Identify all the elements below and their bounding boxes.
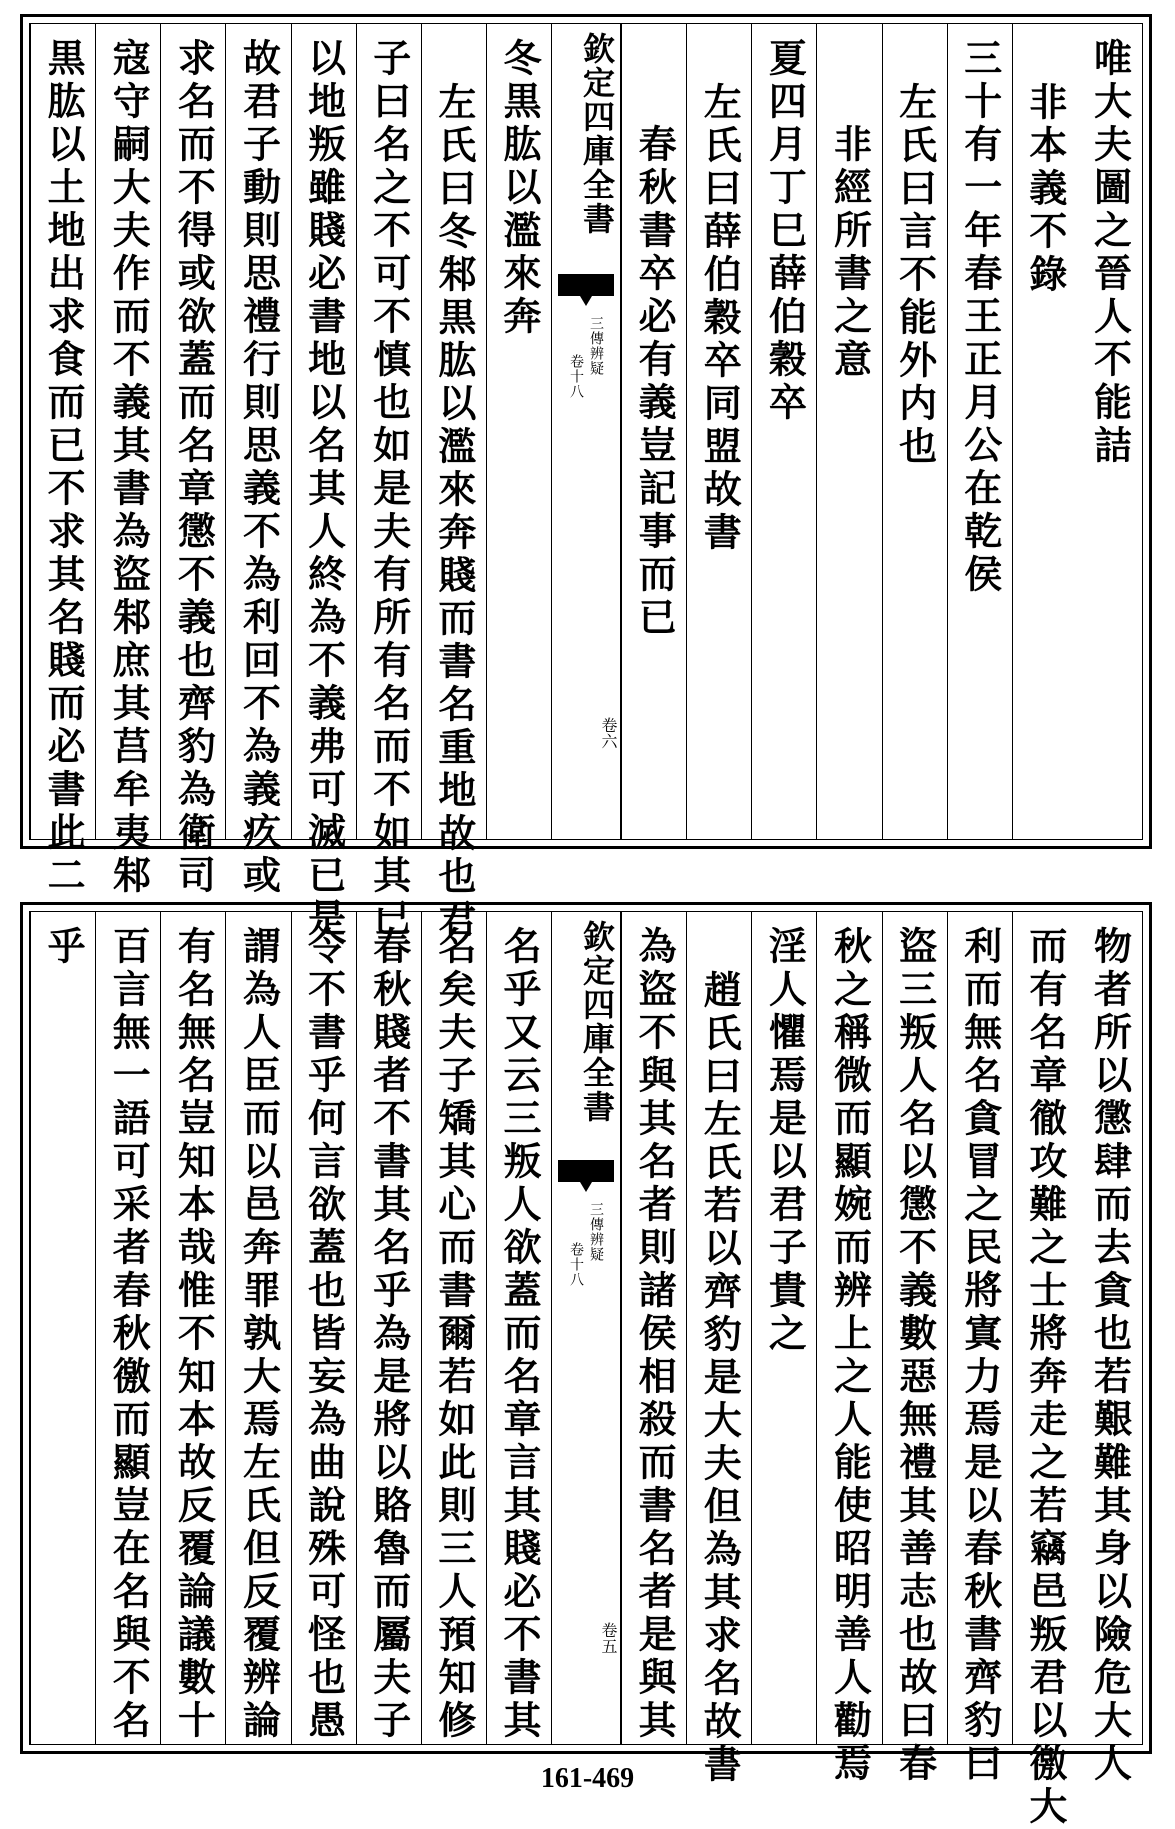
column-text: 為盜不與其名者則諸侯相殺而書名者是與其 — [632, 926, 678, 1743]
column-text: 唯大夫圖之晉人不能詰 — [1087, 38, 1133, 468]
column-text: 名乎又云三叛人欲蓋而名章言其賤必不書其 — [496, 926, 542, 1743]
text-column — [751, 24, 816, 839]
top-page-frame — [29, 23, 1143, 942]
text-column — [947, 912, 1012, 1786]
text-column — [291, 24, 356, 941]
column-text: 秋之稱微而顯婉而辨上之人能使昭明善人勸焉 — [827, 926, 873, 1786]
column-text: 子曰名之不可不慎也如是夫有所有名而不如其已 — [366, 38, 412, 941]
column-text: 而有名章徹攻難之士將奔走之若竊邑叛君以徼大 — [1022, 926, 1068, 1829]
column-text: 求名而不得或欲蓋而名章懲不義也齊豹為衛司 — [171, 38, 217, 898]
column-text: 盜三叛人名以懲不義數惡無禮其善志也故曰春 — [892, 926, 938, 1786]
column-text: 謂為人臣而以邑奔罪孰大焉左氏但反覆辨論 — [236, 926, 282, 1743]
text-column — [816, 24, 881, 839]
top-page-center-band — [551, 24, 621, 839]
column-text: 令不書乎何言欲蓋也皆妄為曲說殊可怪也愚 — [301, 926, 347, 1743]
text-column — [356, 912, 421, 1744]
column-text: 名矣夫子矯其心而書爾若如此則三人預知修 — [431, 926, 477, 1743]
column-text: 乎 — [41, 926, 87, 969]
text-column — [225, 24, 290, 898]
text-column — [356, 24, 421, 941]
bottom-page-book-title: 三傳辨疑 — [588, 1202, 604, 1262]
text-column — [30, 24, 95, 898]
column-text: 三十有一年春王正月公在乾侯 — [957, 38, 1003, 597]
column-text: 以地叛雖賤必書地以名其人終為不義弗可滅已是 — [301, 38, 347, 941]
bottom-page-volume: 卷十八 — [568, 1242, 584, 1287]
column-text: 非本義不錄 — [1022, 82, 1068, 297]
column-text: 左氏曰薛伯穀卒同盟故書 — [697, 82, 743, 555]
column-text: 黒肱以土地出求食而已不求其名賤而必書此二 — [41, 38, 87, 898]
text-column — [751, 912, 816, 1744]
top-page-center-title: 欽定四庫全書 — [578, 32, 616, 236]
column-text: 有名無名豈知本哉惟不知本故反覆論議數十 — [171, 926, 217, 1743]
top-page-book-title: 三傳辨疑 — [588, 316, 604, 376]
column-text: 百言無一語可采者春秋徼而顯豈在名與不名 — [106, 926, 152, 1743]
text-column — [291, 912, 356, 1744]
text-column — [30, 912, 95, 1744]
text-column — [421, 912, 486, 1744]
text-column — [621, 912, 686, 1744]
text-column — [947, 24, 1012, 839]
column-text: 春秋賤者不書其名乎為是將以賂魯而屬夫子 — [366, 926, 412, 1743]
text-column — [882, 912, 947, 1786]
top-page-folio: 卷六 — [599, 717, 618, 749]
text-column — [95, 24, 160, 898]
fish-tail-mark — [558, 1160, 614, 1182]
text-column — [882, 24, 947, 839]
text-column — [1077, 24, 1142, 839]
bottom-page-folio: 卷五 — [599, 1622, 618, 1654]
top-page-volume: 卷十八 — [568, 354, 584, 399]
text-column — [686, 24, 751, 839]
bottom-page-center-title: 欽定四庫全書 — [578, 920, 616, 1124]
page-number: 161-469 — [540, 1763, 635, 1794]
column-text: 淫人懼焉是以君子貴之 — [762, 926, 808, 1356]
column-text: 冬黒肱以濫來奔 — [496, 38, 542, 339]
column-text: 左氏曰冬邾黒肱以濫來奔賤而書名重地故也君 — [431, 82, 477, 942]
top-page — [20, 14, 1152, 942]
text-column — [621, 24, 686, 839]
text-column — [95, 912, 160, 1744]
text-column — [160, 24, 225, 898]
text-column — [486, 912, 551, 1744]
fish-tail-mark — [558, 274, 614, 296]
text-column — [421, 24, 486, 942]
text-column — [1077, 912, 1142, 1786]
column-text: 春秋書卒必有義豈記事而已 — [632, 124, 678, 640]
column-text: 夏四月丁巳薛伯穀卒 — [762, 38, 808, 425]
column-text: 物者所以懲肆而去貪也若艱難其身以險危大人 — [1087, 926, 1133, 1786]
column-text: 非經所書之意 — [827, 124, 873, 382]
text-column — [686, 912, 751, 1787]
column-text: 左氏曰言不能外内也 — [892, 82, 938, 469]
bottom-page-center-band — [551, 912, 621, 1744]
column-text: 故君子動則思禮行則思義不為利回不為義疚或 — [236, 38, 282, 898]
column-text: 趙氏曰左氏若以齊豹是大夫但為其求名故書 — [697, 970, 743, 1787]
text-column — [1012, 24, 1077, 839]
text-column — [486, 24, 551, 839]
column-text: 寇守嗣大夫作而不義其書為盜邾庶其莒牟夷邾 — [106, 38, 152, 898]
text-column — [160, 912, 225, 1744]
column-text: 利而無名貪冒之民將寘力焉是以春秋書齊豹曰 — [957, 926, 1003, 1786]
text-column — [225, 912, 290, 1744]
text-column — [1012, 912, 1077, 1829]
text-column — [816, 912, 881, 1786]
